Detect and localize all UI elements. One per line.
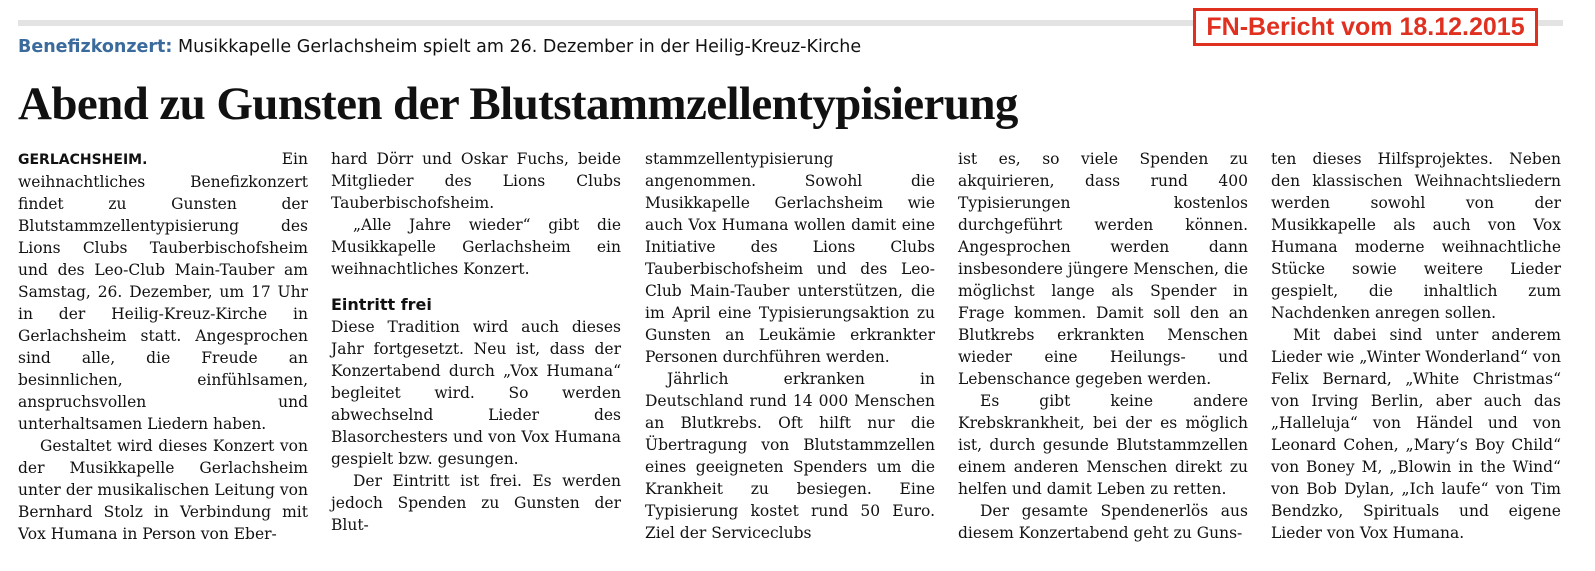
paragraph: Der gesamte Spendenerlös aus diesem Konzertabend geht zu Guns- [958,502,1248,542]
kicker-text: Musikkapelle Gerlachsheim spielt am 26. Dezember in der Heilig-Kreuz-Kirche [177,37,862,57]
paragraph: Diese Tradition wird auch dieses Jahr fortgesetzt. Neu ist, dass der Konzertabend durch „Vox Humana“ begleitet wird. So werden abwechselnd Lieder des Blasorchesters und von Vox Humana gespielt bzw. gesungen. [331,318,621,468]
paragraph: ist es, so viele Spenden zu akquirieren, dass rund 400 Typisierungen kostenlos durchgeführt werden können. Angesprochen werden dann insbesondere jüngere Menschen, die möglichst lange als Spender in Frage kommen. Damit soll den an Blutkrebs erkrankten Menschen wieder eine Heilungs- und Lebenschance gegeben werden. [958,150,1248,388]
kicker-line [18,37,861,57]
source-badge: FN-Bericht vom 18.12.2015 [1193,8,1538,46]
article-column-5 [1271,148,1561,544]
paragraph: „Alle Jahre wieder“ gibt die Musikkapelle Gerlachsheim ein weihnachtliches Konzert. [331,216,621,278]
article-body [18,148,1563,558]
paragraph [18,148,308,435]
paragraph: hard Dörr und Oskar Fuchs, beide Mitglieder des Lions Clubs Tauberbischofsheim. [331,150,621,212]
paragraph-text: Ein weihnachtliches Benefizkonzert findet zu Gunsten der Blutstammzellentypisierung des Lions Clubs Tauberbischofsheim und des Leo-Club Main-Tauber am Samstag, 26. Dezember, um 17 Uhr in der Heilig-Kreuz-Kirche in Gerlachsheim statt. Angesprochen sind alle, die Freude an besinnlichen, einfühlsamen, anspruchsvollen und unterhaltsamen Liedern haben. [18,150,308,433]
headline: Abend zu Gunsten der Blutstammzellentypisierung [18,78,1018,130]
kicker-label: Benefizkonzert: [18,37,173,57]
dateline: GERLACHSHEIM. [18,152,148,168]
paragraph: stammzellentypisierung angenommen. Sowohl die Musikkapelle Gerlachsheim wie auch Vox Humana wollen damit eine Initiative des Lions Clubs Tauberbischofsheim und des Leo-Club Main-Tauber unterstützen, die im April eine Typisierungsaktion zu Gunsten an Leukämie erkrankter Personen durchführen werden. [645,150,935,366]
paragraph: Jährlich erkranken in Deutschland rund 14 000 Menschen an Blutkrebs. Oft hilft nur die Übertragung von Blutstammzellen eines geeigneten Spenders um die Krankheit zu besiegen. Eine Typisierung kostet rund 50 Euro. Ziel der Serviceclubs [645,370,935,542]
subheading: Eintritt frei [331,295,432,314]
article-column-2 [331,148,621,536]
paragraph: ten dieses Hilfsprojektes. Neben den klassischen Weihnachtsliedern werden sowohl von der Musikkapelle als auch von Vox Humana moderne weihnachtliche Stücke sowie weitere Lieder gespielt, die inhaltlich zum Nachdenken anregen sollen. [1271,150,1561,322]
article-column-3 [645,148,935,544]
article-column-4 [958,148,1248,544]
paragraph: Der Eintritt ist frei. Es werden jedoch Spenden zu Gunsten der Blut- [331,472,621,534]
paragraph: Mit dabei sind unter anderem Lieder wie „Winter Wonderland“ von Felix Bernard, „White Christmas“ von Irving Berlin, aber auch das „Halleluja“ von Händel und von Leonard Cohen, „Mary‘s Boy Child“ von Boney M, „Blowin in the Wind“ von Bob Dylan, „Ich laufe“ von Tim Bendzko, Spirituals und eigene Lieder von Vox Humana. [1271,326,1561,542]
paragraph: Gestaltet wird dieses Konzert von der Musikkapelle Gerlachsheim unter der musikalischen Leitung von Bernhard Stolz in Verbindung mit Vox Humana in Person von Eber- [18,437,308,543]
paragraph: Es gibt keine andere Krebskrankheit, bei der es möglich ist, durch gesunde Blutstammzellen einem anderen Menschen direkt zu helfen und damit Leben zu retten. [958,392,1248,498]
article-column-1 [18,148,308,545]
